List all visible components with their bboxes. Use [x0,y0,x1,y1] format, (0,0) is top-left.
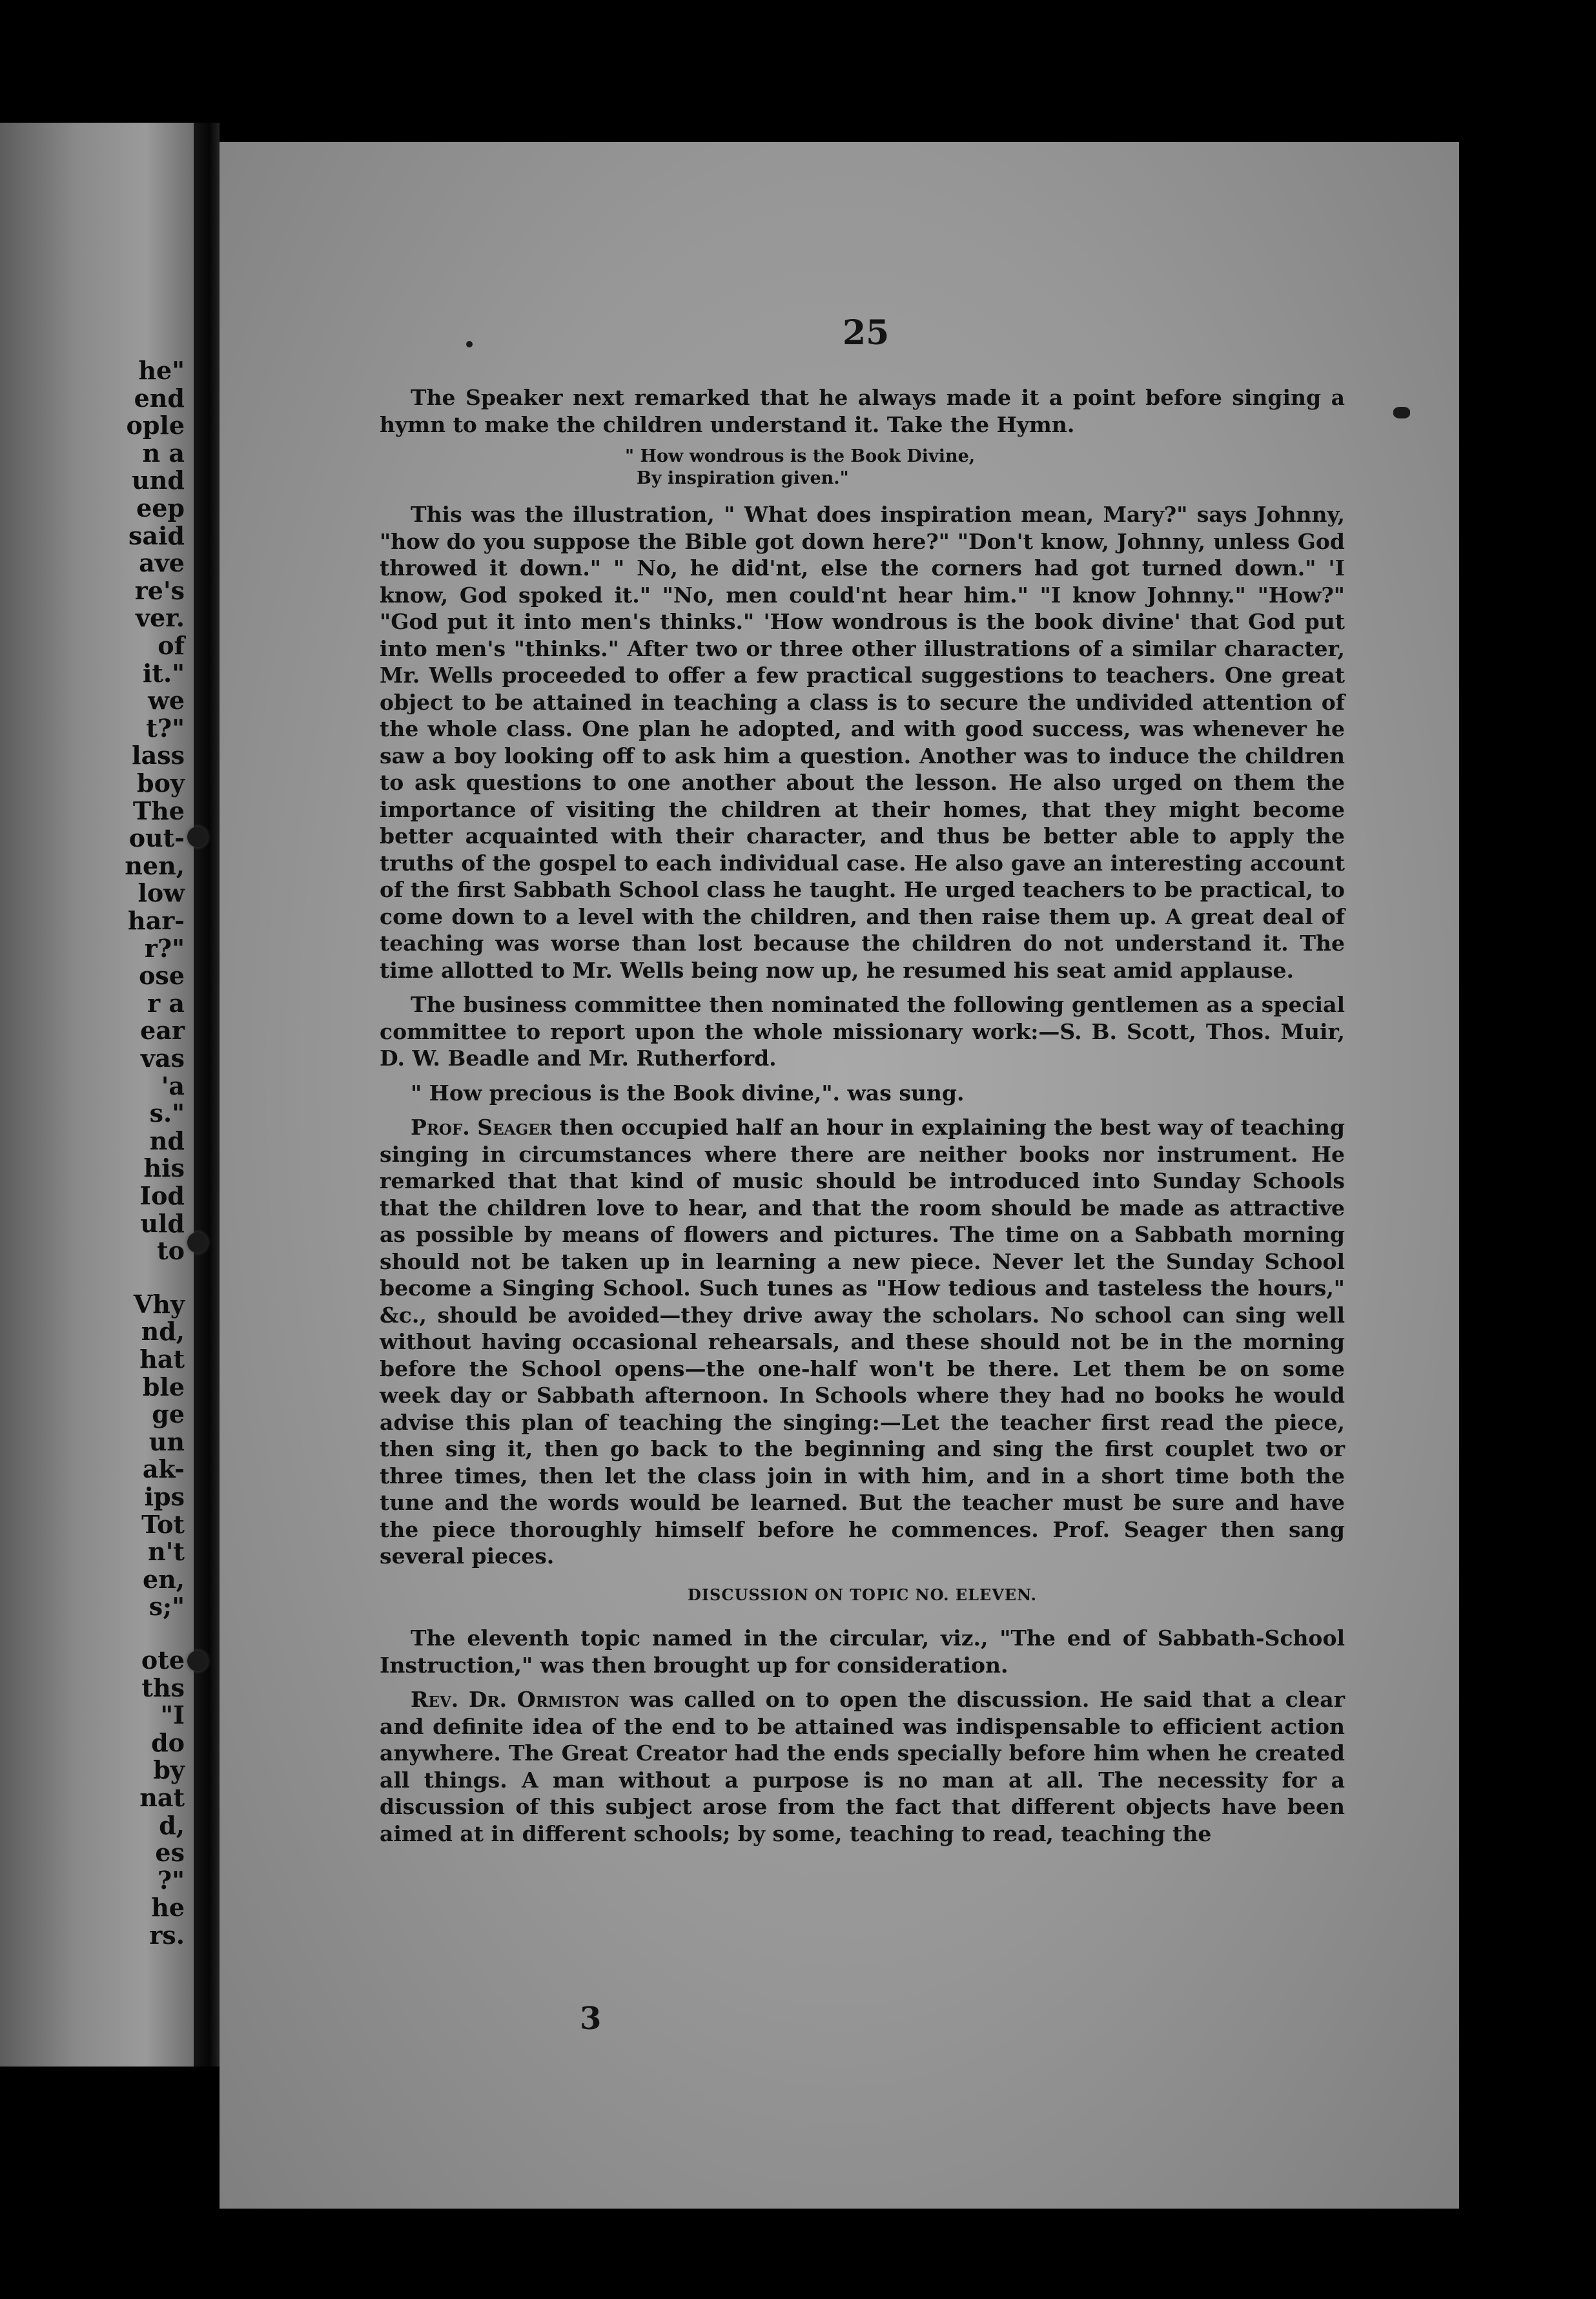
left-page-fragment: low [138,878,185,908]
left-page-fragment: ble [142,1372,185,1401]
left-page-fragment: re's [134,575,185,605]
left-page-fragment: ose [139,961,185,991]
paragraph: This was the illustration, " What does inspiration mean, Mary?" says Johnny, "how do you suppose the Bible got down here?" "Don't know, Johnny, unless God throwed it down." " No, he did'nt, else the corners had got turned down." 'I know, God spoked it." "No, men could'nt hear him." "I know Johnny." "How?" "God put it into men's thinks." 'How wondrous is the book divine' that God put into men's "thinks." After two or three other illustrations of a similar character, Mr. Wells proceeded to offer a few practical suggestions to teachers. One great object to be attained in teaching a class is to secure the undivided attention of the whole class. One plan he adopted, and with good success, was whenever he saw a boy looking off to ask him a question. Another was to induce the children to ask questions to one another about the lesson. He also urged on them the importance of visiting the children at their homes, that they might become better acquainted with their character, and thus be better able to apply the truths of the gospel to each individual case. He also gave an interesting account of the first Sabbath School class he taught. He urged teachers to be practical, to come down to a level with the children, and then raise them up. A great deal of teaching was worse than lost because the children do not understand it. The time allotted to Mr. Wells being now up, he resumed his seat amid applause. [380,502,1345,983]
left-page-fragment: said [128,521,185,550]
left-page-fragment: s." [149,1098,185,1128]
paragraph [380,1686,1345,1847]
left-page-fragment: s;" [148,1592,185,1622]
paragraph-text: was called on to open the discussion. He said that a clear and definite idea of the end to be attained was indispensable to efficient action anywhere. The Great Creator had the ends specially before him when he created all things. A man without a purpose is no man at all. The necessity for a discussion of this subject arose from the fact that different objects have been aimed at in different schools; by some, teaching to read, teaching the [380,1687,1345,1846]
left-page-fragment: of [158,631,185,660]
left-page-fragment: "I [160,1700,185,1730]
paragraph [380,1114,1345,1570]
left-page-fragment: vas [140,1044,185,1073]
left-page-fragment: The [132,796,185,825]
left-page-fragment: we [148,686,185,716]
left-page-fragment: n't [148,1537,185,1567]
left-page-fragment: Vhy [133,1289,185,1319]
paragraph: The Speaker next remarked that he always made it a point before singing a hymn to make the children understand it. Take the Hymn. [380,385,1345,437]
left-page-fragment: r?" [144,933,185,963]
left-page-fragment: nd [149,1126,185,1155]
left-page-fragment: ge [152,1399,185,1429]
left-page-fragment: boy [137,768,185,798]
left-page-fragment: ople [126,411,185,440]
left-page-fragment: his [143,1153,185,1183]
paragraph-text: then occupied half an hour in explaining the best way of teaching singing in circumstances where there are neither books nor instrument. He remarked that that kind of music should be introduced into Sunday Schools that the children love to hear, and that the room should be made as attractive as possible by means of flowers and pictures. The time on a Sabbath morning should not be taken up in learning a new piece. Never let the Sunday School become a Singing School. Such tunes as "How tedious and tasteless the hours," &c., should be avoided—they drive away the scholars. No school can sing well without having occasional rehearsals, and these should not be in the morning before the School opens—the one-half won't be there. Let them be on some week day or Sabbath afternoon. In Schools where they had no books he would advise this plan of teaching the singing:—Let the teacher first read the piece, then sing it, then go back to the beginning and sing the first couplet two or three times, then let the class join in with him, and in a short time both the tune and the words would be learned. But the teacher must be sure and have the piece thoroughly himself before he commences. Prof. Seager then sang several pieces. [380,1115,1345,1569]
left-page-fragment: ear [140,1016,185,1046]
left-page-fragment: to [157,1236,185,1266]
left-page-fragment: out- [128,823,185,853]
left-page-fragment: ?" [157,1865,185,1895]
left-page-fragment: lass [132,741,185,770]
binding-hole [187,1232,208,1253]
left-page-fragment: Iod [139,1181,185,1210]
signature-mark: 3 [580,2001,602,2037]
left-page-fragment: uld [140,1208,185,1238]
paragraph: The business committee then nominated the following gentlemen as a special committee to report upon the whole missionary work:—S. B. Scott, Thos. Muir, D. W. Beadle and Mr. Rutherford. [380,992,1345,1071]
paragraph: The eleventh topic named in the circular, viz., "The end of Sabbath-School Instruction," was then brought up for consideration. [380,1625,1345,1678]
left-page-fragment: nat [139,1783,185,1812]
left-page-fragment: it." [142,658,185,688]
left-page-fragment: und [132,466,185,495]
hymn-line: By inspiration given." [637,468,849,488]
left-page-fragment: Tot [141,1509,185,1539]
hymn-line: " How wondrous is the Book Divine, [625,446,976,466]
left-page-fragment: nd, [141,1317,185,1346]
hymn-quote [380,446,1345,490]
speaker-name: Rev. Dr. Ormiston [411,1687,620,1712]
left-page-fragment: ave [139,548,185,578]
left-page-fragment: eep [136,493,185,522]
page-number: 25 [843,313,890,353]
left-page-fragment: ths [141,1673,185,1702]
left-page-fragment: ver. [135,603,185,633]
left-page-fragment: he [151,1893,185,1923]
section-heading: DISCUSSION ON TOPIC NO. ELEVEN. [688,1585,1037,1604]
page-gutter [194,123,220,2067]
left-page-fragment: en, [142,1564,185,1594]
page-body [380,384,1345,1855]
left-page-fragment: es [155,1838,185,1868]
binding-hole [187,1651,208,1671]
left-page-fragment: nen, [125,851,185,880]
left-page-fragment: hat [139,1345,185,1374]
left-page-fragment: har- [127,906,185,935]
left-page-fragment: rs. [149,1921,185,1950]
ink-dot [466,341,473,347]
left-page-fragment: do [151,1727,185,1757]
adjacent-page-strip [0,123,194,2067]
left-page-fragment: ote [141,1645,185,1675]
binding-hole [187,827,208,847]
left-page-fragment: 'a [161,1071,185,1100]
left-page-fragment: un [148,1427,185,1456]
left-page-fragment: ak- [142,1454,185,1484]
paragraph: " How precious is the Book divine,". was sung. [411,1080,965,1106]
left-page-fragment: ips [144,1482,185,1511]
left-page-fragment: by [153,1755,185,1785]
left-page-fragment: end [134,383,185,413]
ink-smudge [1393,407,1410,418]
left-page-fragment: t?" [146,713,185,743]
left-page-fragment: he" [138,356,185,385]
speaker-name: Prof. Seager [411,1115,552,1140]
left-page-fragment: r a [147,988,185,1018]
left-page-fragment: n a [142,438,185,468]
left-page-fragment: d, [159,1810,185,1840]
